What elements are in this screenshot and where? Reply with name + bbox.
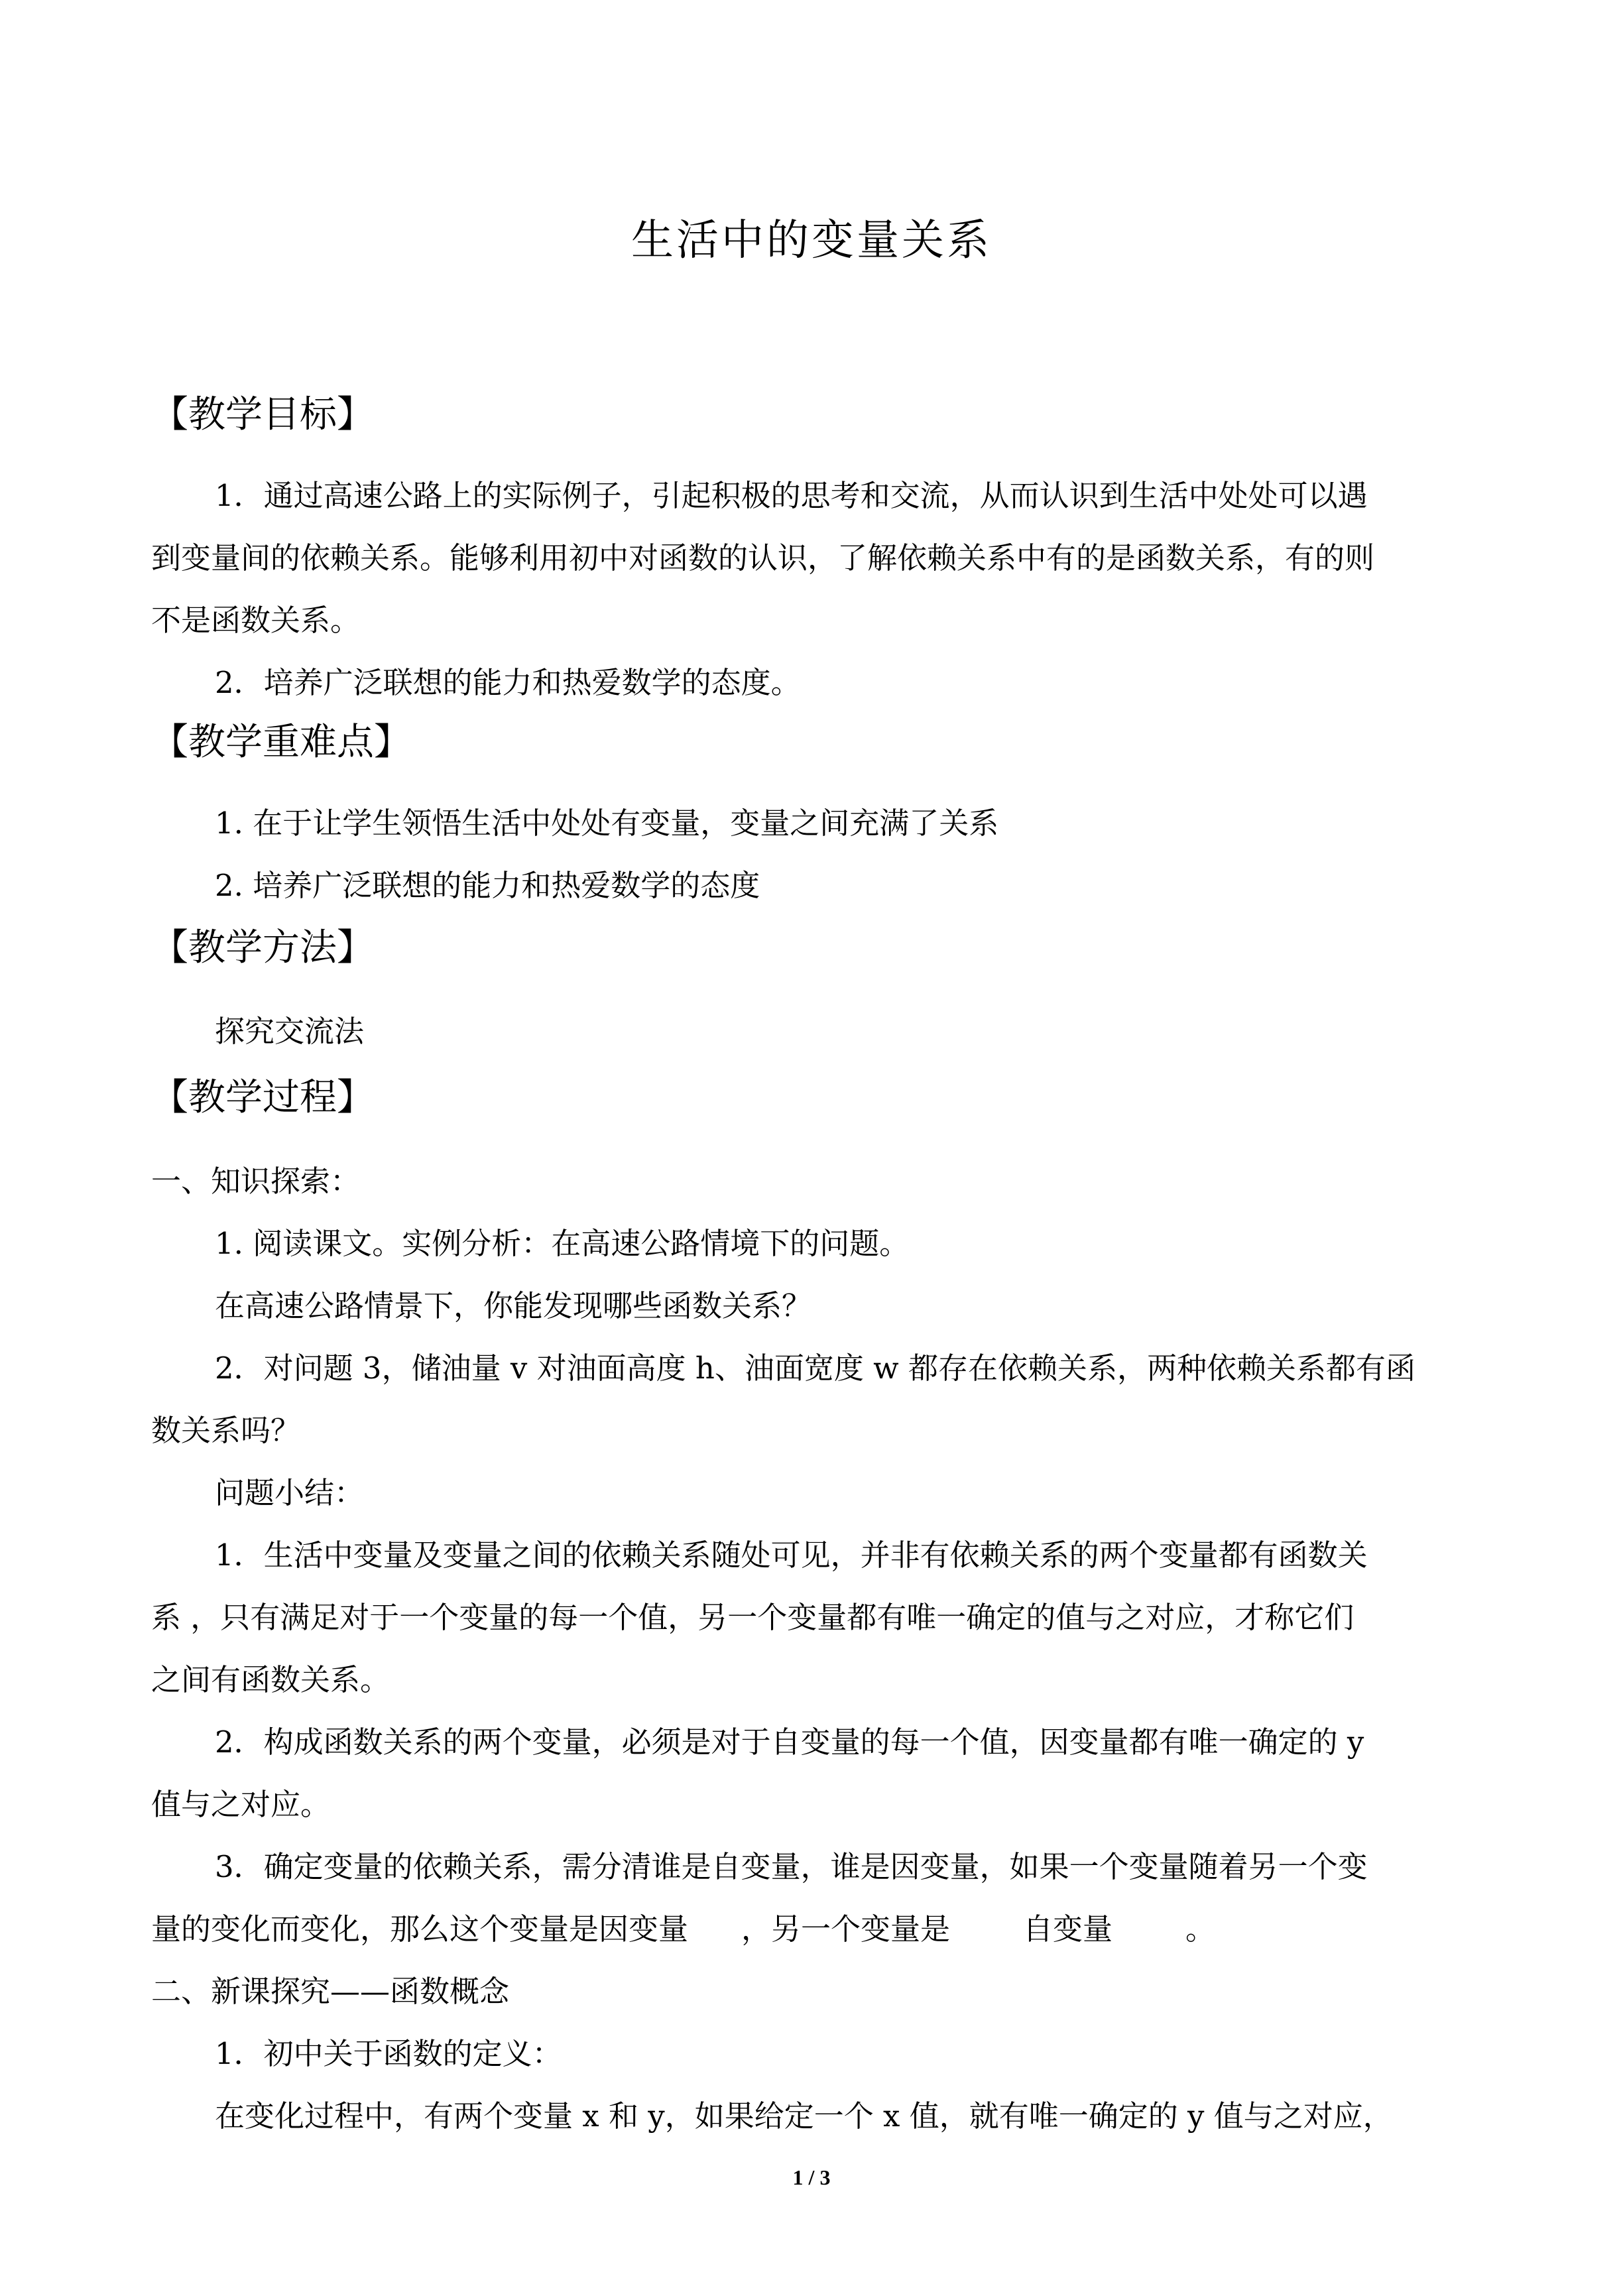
- objectives-item1-line1: 1．通过高速公路上的实际例子，引起积极的思考和交流，从而认识到生活中处处可以遇: [215, 478, 1368, 513]
- summary-s3-line1: 3．确定变量的依赖关系，需分清谁是自变量，谁是因变量，如果一个变量随着另一个变: [215, 1849, 1368, 1884]
- page-title: 生活中的变量关系: [631, 216, 992, 265]
- key-points-item1: 1. 在于让学生领悟生活中处处有变量，变量之间充满了关系: [215, 806, 999, 841]
- summary-s1-line3: 之间有函数关系。: [151, 1662, 391, 1697]
- key-points-heading: 【教学重难点】: [151, 721, 411, 764]
- objectives-item1-line2: 到变量间的依赖关系。能够利用初中对函数的认识，了解依赖关系中有的是函数关系，有的则: [151, 540, 1375, 575]
- part2-title: 二、新课探究——函数概念: [151, 1974, 510, 2009]
- methods-heading: 【教学方法】: [151, 926, 374, 969]
- summary-title: 问题小结：: [215, 1475, 365, 1510]
- page-number: 1 / 3: [792, 2165, 831, 2189]
- objectives-heading: 【教学目标】: [151, 393, 374, 436]
- key-points-item2: 2. 培养广泛联想的能力和热爱数学的态度: [215, 868, 760, 903]
- process-p1: 1. 阅读课文。实例分析：在高速公路情境下的问题。: [215, 1226, 910, 1261]
- process-q1: 1．初中关于函数的定义：: [215, 2036, 562, 2071]
- methods-text: 探究交流法: [215, 1014, 365, 1049]
- objectives-item1-line3: 不是函数关系。: [151, 603, 361, 638]
- s3-text-d: 。: [1185, 1911, 1216, 1947]
- summary-s2-line2: 值与之对应。: [151, 1787, 331, 1822]
- summary-s1-line2: 系 ，只有满足对于一个变量的每一个值，另一个变量都有唯一确定的值与之对应，才称它们: [151, 1600, 1354, 1635]
- summary-s2-line1: 2．构成函数关系的两个变量，必须是对于自变量的每一个值，因变量都有唯一确定的 y: [215, 1724, 1364, 1760]
- summary-s1-line1: 1．生活中变量及变量之间的依赖关系随处可见，并非有依赖关系的两个变量都有函数关: [215, 1538, 1368, 1573]
- process-p3-line2: 数关系吗？: [151, 1413, 301, 1448]
- process-heading: 【教学过程】: [151, 1076, 374, 1119]
- objectives-item2: 2．培养广泛联想的能力和热爱数学的态度。: [215, 665, 801, 700]
- process-q1-text: 在变化过程中，有两个变量 x 和 y，如果给定一个 x 值，就有唯一确定的 y 值与之对应，: [215, 2098, 1393, 2134]
- part1-title: 一、知识探索：: [151, 1164, 361, 1199]
- s3-text-b: ，另一个变量是: [741, 1911, 951, 1947]
- s3-text-a: 量的变化而变化，那么这个变量是因变量: [151, 1911, 689, 1947]
- process-p2: 在高速公路情景下，你能发现哪些函数关系？: [215, 1288, 812, 1323]
- process-p3-line1: 2．对问题 3，储油量 v 对油面高度 h、油面宽度 w 都存在依赖关系，两种依赖关系都有函: [215, 1351, 1416, 1386]
- s3-text-c: 自变量: [1023, 1911, 1113, 1947]
- summary-s3-line2: [151, 1908, 1215, 1951]
